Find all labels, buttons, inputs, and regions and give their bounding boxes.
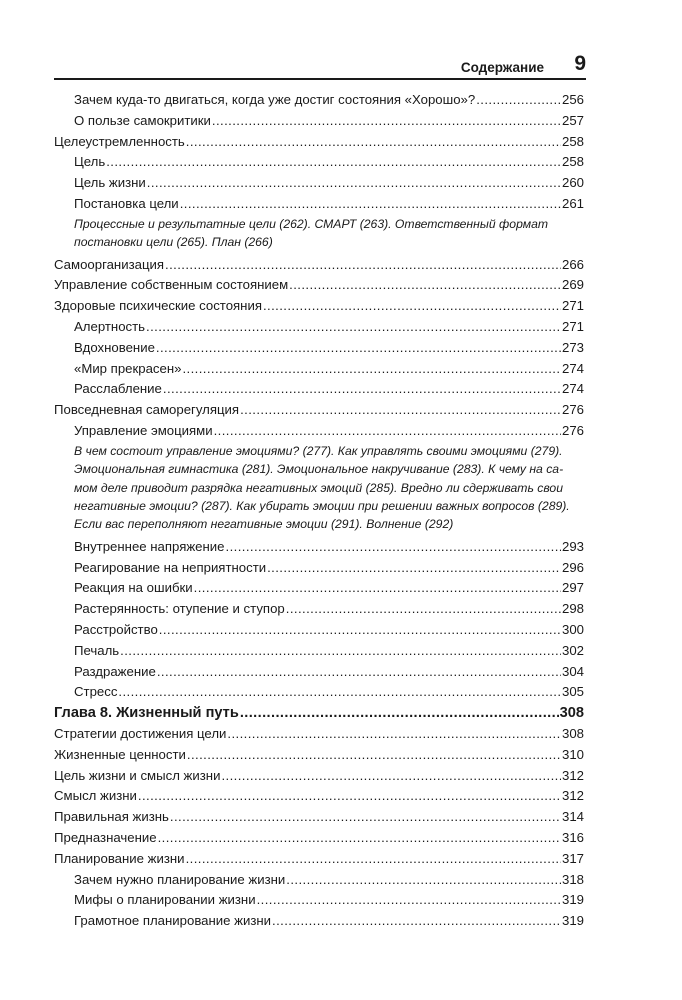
toc-entry[interactable]	[54, 682, 584, 703]
toc-entry-title: Постановка цели	[74, 195, 179, 211]
dot-leader	[106, 152, 561, 173]
dot-leader	[186, 132, 561, 153]
toc-entry-page: 319	[561, 892, 584, 908]
dot-leader	[240, 703, 559, 724]
toc-entry[interactable]	[54, 359, 584, 380]
toc-entry[interactable]	[54, 317, 584, 338]
toc-entry-page: 298	[561, 601, 584, 617]
toc-entry[interactable]	[54, 890, 584, 911]
dot-leader	[182, 359, 561, 380]
toc-entry[interactable]	[54, 275, 584, 296]
toc-entry[interactable]	[54, 911, 584, 932]
toc-entry-page: 258	[561, 154, 584, 170]
toc-entry[interactable]	[54, 173, 584, 194]
dot-leader	[146, 317, 561, 338]
toc-entry[interactable]	[54, 599, 584, 620]
toc-entry[interactable]	[54, 296, 584, 317]
toc-entry-title: Управление эмоциями	[74, 422, 213, 438]
toc-entry-page: 273	[561, 339, 584, 355]
toc-subtopics	[54, 442, 584, 537]
toc-entry-page: 319	[561, 913, 584, 929]
toc-entry-title: «Мир прекрасен»	[74, 360, 182, 376]
toc-entry-page: 258	[561, 133, 584, 149]
section-title: Содержание	[460, 60, 544, 75]
toc-entry[interactable]	[54, 662, 584, 683]
toc-subtopics-line: Эмоциональная гимнастика (281). Эмоциональное накручивание (283). К чему на са-	[74, 462, 564, 477]
toc-entry-page: 274	[561, 381, 584, 397]
toc-entry-page: 296	[561, 559, 584, 575]
toc-entry-title: Здоровые психические состояния	[54, 298, 262, 314]
toc-entry-page: 269	[561, 277, 584, 293]
toc-subtopics	[54, 215, 584, 255]
toc-entry-title: Грамотное планирование жизни	[74, 913, 272, 929]
toc-entry[interactable]	[54, 537, 584, 558]
dot-leader	[170, 807, 561, 828]
toc-entry[interactable]	[54, 90, 584, 111]
toc-entry-title: Повседневная саморегуляция	[54, 402, 240, 418]
toc-entry-title: Зачем куда-то двигаться, когда уже достиг состояния «Хорошо»?	[74, 92, 476, 107]
toc-subtopics-line: мом деле приводит разрядка негативных эмоций (285). Вредно ли сдерживать свои	[74, 480, 563, 495]
toc-entry[interactable]	[54, 111, 584, 132]
toc-entry-title: Стратегии достижения цели	[54, 725, 227, 741]
toc-entry[interactable]	[54, 255, 584, 276]
toc-entry-page: 274	[561, 360, 584, 376]
toc-entry-page: 312	[561, 767, 584, 783]
toc-entry-title: Цель жизни	[74, 175, 146, 191]
toc-entry[interactable]	[54, 724, 584, 745]
toc-entry-title: Раздражение	[74, 663, 156, 679]
dot-leader	[118, 682, 561, 703]
toc-entry-title: Глава 8. Жизненный путь	[54, 705, 239, 722]
toc-entry-title: Реакция на ошибки	[74, 580, 193, 596]
dot-leader	[286, 599, 561, 620]
dot-leader	[272, 911, 561, 932]
toc-entry-page: 317	[561, 850, 584, 866]
toc-entry[interactable]	[54, 421, 584, 442]
toc-entry[interactable]	[54, 152, 584, 173]
toc-entry-title: Управление собственным состоянием	[54, 277, 289, 293]
dot-leader	[159, 620, 561, 641]
toc-entry-page: 256	[561, 92, 584, 107]
toc-entry-page: 302	[561, 642, 584, 658]
toc-entry[interactable]	[54, 132, 584, 153]
dot-leader	[476, 90, 561, 111]
toc-entry-page: 276	[561, 402, 584, 418]
toc-entry[interactable]	[54, 766, 584, 787]
toc-entry-title: Мифы о планировании жизни	[74, 892, 256, 908]
dot-leader	[156, 338, 561, 359]
toc-entry[interactable]	[54, 786, 584, 807]
toc-entry-title: Смысл жизни	[54, 788, 137, 804]
toc-entry-title: Жизненные ценности	[54, 746, 186, 762]
dot-leader	[226, 537, 561, 558]
dot-leader	[163, 379, 561, 400]
dot-leader	[257, 890, 561, 911]
toc-subtopics-line: Если вас переполняют негативные эмоции (291). Волнение (292)	[74, 517, 454, 532]
toc-entry-page: 316	[561, 829, 584, 845]
toc-entry-page: 310	[561, 746, 584, 762]
dot-leader	[227, 724, 561, 745]
toc-entry-title: Растерянность: отупение и ступор	[74, 601, 285, 617]
toc-entry[interactable]	[54, 641, 584, 662]
toc-entry-page: 314	[561, 809, 584, 825]
dot-leader	[263, 296, 561, 317]
toc-entry-title: О пользе самокритики	[74, 112, 211, 128]
dot-leader	[147, 173, 561, 194]
toc-entry-title: Расслабление	[74, 381, 162, 397]
toc-entry-title: Планирование жизни	[54, 850, 185, 866]
toc-entry-title: Самоорганизация	[54, 256, 165, 272]
dot-leader	[158, 828, 561, 849]
toc-entry-title: Цель жизни и смысл жизни	[54, 767, 221, 783]
dot-leader	[186, 849, 561, 870]
toc-entry-page: 308	[559, 705, 584, 722]
page-number: 9	[574, 52, 586, 75]
toc-entry[interactable]	[54, 194, 584, 215]
toc-entry-page: 293	[561, 538, 584, 554]
toc-entry-page: 271	[561, 318, 584, 334]
toc-entry-page: 297	[561, 580, 584, 596]
toc-entry-page: 300	[561, 621, 584, 637]
toc-entry-title: Реагирование на неприятности	[74, 559, 267, 575]
toc-entry[interactable]	[54, 379, 584, 400]
table-of-contents	[54, 90, 584, 932]
toc-entry-title: Печаль	[74, 642, 120, 658]
dot-leader	[180, 194, 561, 215]
toc-entry-page: 260	[561, 175, 584, 191]
page-header	[54, 50, 586, 80]
toc-entry-page: 276	[561, 422, 584, 438]
dot-leader	[286, 870, 561, 891]
toc-entry[interactable]	[54, 828, 584, 849]
toc-entry[interactable]	[54, 849, 584, 870]
toc-chapter-entry[interactable]	[54, 703, 584, 724]
toc-entry-page: 305	[561, 684, 584, 700]
dot-leader	[138, 786, 561, 807]
toc-entry[interactable]	[54, 807, 584, 828]
toc-entry[interactable]	[54, 578, 584, 599]
toc-entry[interactable]	[54, 558, 584, 579]
toc-entry-title: Вдохновение	[74, 339, 155, 355]
dot-leader	[194, 578, 561, 599]
toc-entry-title: Правильная жизнь	[54, 809, 169, 825]
toc-subtopics-line: Процессные и результатные цели (262). СМАРТ (263). Ответственный формат	[74, 216, 549, 231]
toc-entry-page: 261	[561, 195, 584, 211]
dot-leader	[157, 662, 561, 683]
dot-leader	[165, 255, 561, 276]
toc-entry[interactable]	[54, 870, 584, 891]
dot-leader	[187, 745, 561, 766]
toc-entry-page: 266	[561, 256, 584, 272]
dot-leader	[120, 641, 561, 662]
toc-entry-title: Алертность	[74, 318, 146, 334]
toc-entry-page: 271	[561, 298, 584, 314]
toc-entry-title: Целеустремленность	[54, 133, 185, 149]
toc-entry-page: 312	[561, 788, 584, 804]
toc-entry-page: 257	[561, 112, 584, 128]
dot-leader	[214, 421, 561, 442]
toc-entry-title: Предназначение	[54, 829, 157, 845]
toc-subtopics-line: негативные эмоции? (287). Как убирать эмоции при решении важных вопросов (289).	[74, 498, 570, 513]
toc-entry[interactable]	[54, 620, 584, 641]
toc-entry[interactable]	[54, 400, 584, 421]
toc-entry-title: Расстройство	[74, 621, 158, 637]
toc-entry-page: 308	[561, 725, 584, 741]
dot-leader	[240, 400, 561, 421]
toc-entry-title: Цель	[74, 154, 106, 170]
dot-leader	[212, 111, 561, 132]
toc-subtopics-line: постановки цели (265). План (266)	[74, 235, 273, 250]
toc-entry-title: Зачем нужно планирование жизни	[74, 871, 286, 887]
toc-entry[interactable]	[54, 338, 584, 359]
toc-entry-title: Внутреннее напряжение	[74, 538, 225, 554]
toc-entry-page: 304	[561, 663, 584, 679]
dot-leader	[267, 558, 561, 579]
toc-entry-title: Стресс	[74, 684, 118, 700]
dot-leader	[221, 766, 561, 787]
toc-entry-page: 318	[561, 871, 584, 887]
dot-leader	[289, 275, 561, 296]
toc-entry[interactable]	[54, 745, 584, 766]
toc-subtopics-line: В чем состоит управление эмоциями? (277). Как управлять своими эмоциями (279).	[74, 443, 563, 458]
